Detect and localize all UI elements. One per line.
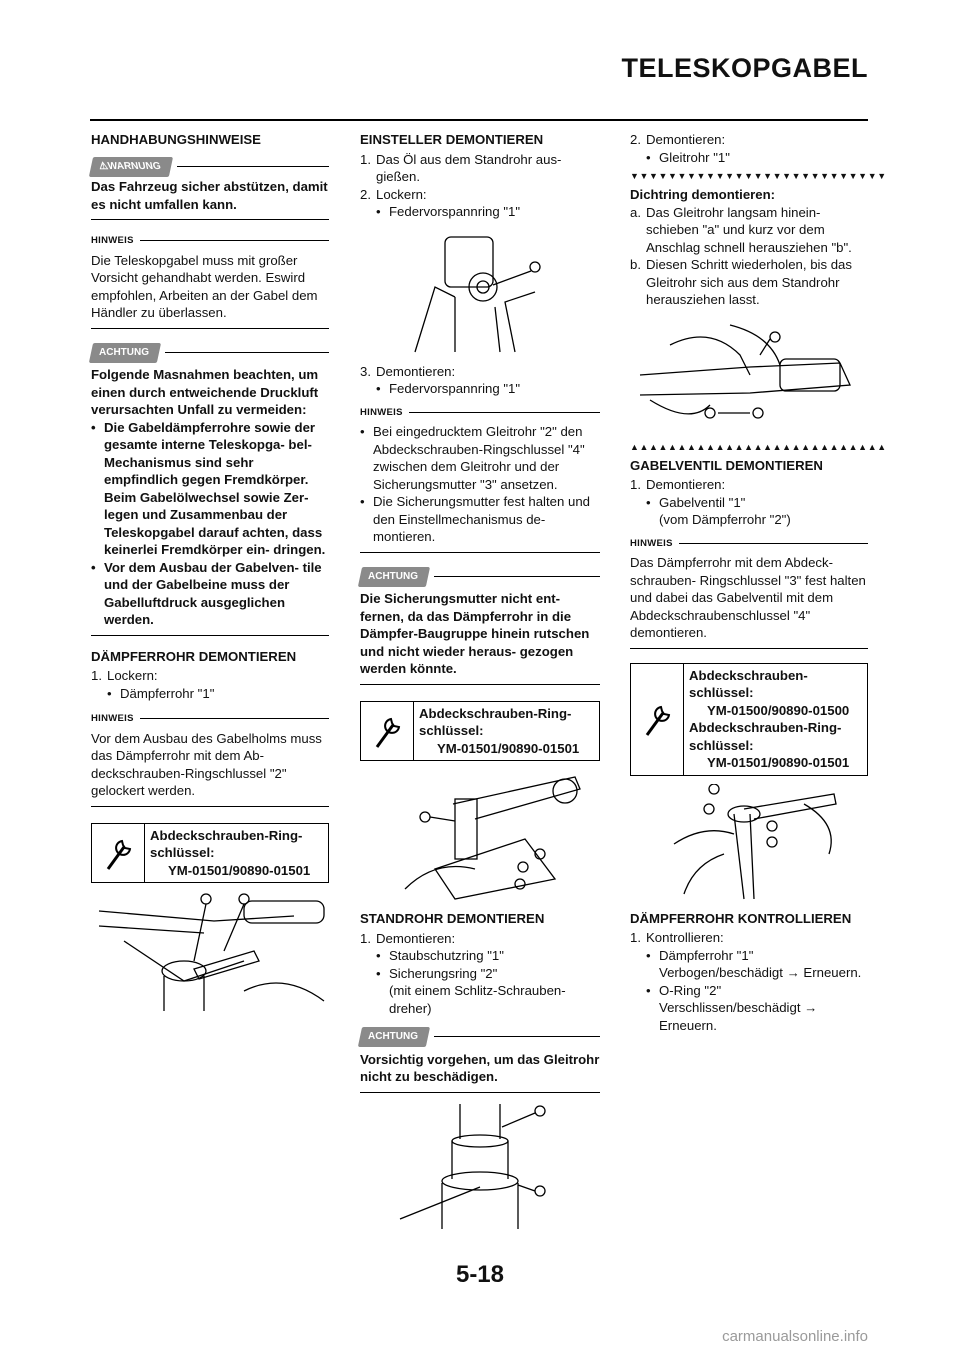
warning-text: Das Fahrzeug sicher abstützen, damit es nicht umfallen kann. — [91, 179, 328, 212]
tool-name: Abdeckschrauben-Ring- schlüssel: — [689, 720, 842, 753]
slide-out-illustration — [630, 315, 868, 435]
list-item: • Gleitrohr "1" — [646, 149, 730, 165]
list-item: • Sicherungsring "2" — [376, 965, 498, 981]
caution-label — [360, 1027, 600, 1047]
caution-text: Vorsichtig vorgehen, um das Gleitrohr nicht zu beschädigen. — [360, 1051, 600, 1084]
procedure-start-marker: ▼▼▼▼▼▼▼▼▼▼▼▼▼▼▼▼▼▼▼▼▼▼▼▼▼▼▼ — [630, 171, 887, 181]
warning-icon: ⚠ — [97, 160, 110, 172]
warning-label — [91, 157, 329, 177]
wrench-icon — [92, 824, 145, 883]
locknut-wrench-illustration — [375, 769, 585, 904]
wrench-icon — [361, 702, 414, 761]
caution-badge: ACHTUNG — [358, 567, 430, 587]
list-item-detail: Verbogen/beschädigt → Erneuern. — [659, 965, 862, 980]
list-item: • Dämpferrohr "1" — [107, 685, 215, 701]
fork-valve-illustration — [654, 784, 844, 904]
fork-wrench-illustration — [94, 891, 326, 1021]
warning-badge: ⚠WARNUNG — [89, 157, 173, 177]
tool-number: YM-01501/90890-01501 — [437, 740, 580, 756]
section-heading: GABELVENTIL DEMONTIEREN — [630, 457, 823, 473]
column-2 — [360, 131, 600, 1240]
list-item: • Dämpferrohr "1" — [646, 947, 754, 963]
section-heading: DÄMPFERROHR KONTROLLIEREN — [630, 910, 852, 926]
wrench-icon — [631, 664, 684, 775]
tool-box — [630, 663, 868, 776]
note-text: Das Dämpferrohr mit dem Abdeck- schrauben- Ringschlussel "3" fest halten und dabei das Gabelventil mit dem Abdeckschraubenschlussel "4" demontieren. — [630, 555, 866, 640]
tool-name: Abdeckschrauben-Ring- schlüssel: — [419, 705, 572, 738]
list-item: • Die Sicherungsmutter fest halten und den Einstellmechanismus de- montieren. — [360, 494, 590, 544]
caution-badge: ACHTUNG — [358, 1027, 430, 1047]
section-heading: STANDROHR DEMONTIEREN — [360, 911, 545, 926]
column-3 — [630, 131, 887, 1034]
tool-number: YM-01501/90890-01501 — [707, 755, 850, 770]
section-heading: EINSTELLER DEMONTIEREN — [360, 132, 544, 147]
tool-name: Abdeckschrauben-Ring- schlüssel: — [150, 827, 303, 860]
step: 1. Das Öl aus dem Standrohr aus- gießen. — [360, 151, 562, 184]
note-text: Vor dem Ausbau des Gabelholms muss das Dämpferrohr mit dem Ab- deckschrauben-Ringschlussel "2" gelockert werden. — [91, 730, 322, 798]
watermark: carmanualsonline.info — [722, 1328, 868, 1345]
column-1 — [91, 131, 329, 1027]
caution-intro: Folgende Masnahmen beachten, um einen durch entweichende Druckluft verursachten Unfall zu vermeiden: — [91, 367, 319, 417]
step: 1. Kontrollieren: — [630, 930, 724, 945]
tool-name: Abdeckschrauben- schlüssel: — [689, 667, 808, 700]
section-heading: DÄMPFERROHR DEMONTIEREN — [91, 648, 297, 664]
list-item-detail: (vom Dämpferrohr "2") — [659, 512, 791, 527]
adjuster-illustration — [395, 227, 565, 357]
list-item-detail: (mit einem Schlitz-Schrauben- dreher) — [389, 983, 566, 1016]
list-item: • Federvorspannring "1" — [376, 204, 521, 219]
note-label: HINWEIS — [91, 710, 329, 728]
subheading: Dichtring demontieren: — [630, 187, 776, 202]
section-heading: HANDHABUNGSHINWEISE — [91, 132, 261, 147]
list-item: • O-Ring "2" — [646, 982, 722, 998]
tool-number: YM-01501/90890-01501 — [168, 862, 311, 878]
list-item: • Gabelventil "1" — [646, 494, 746, 510]
step: 1. Demontieren: — [360, 930, 456, 946]
header-rule — [90, 119, 868, 121]
tool-number: YM-01500/90890-01500 — [707, 702, 850, 718]
list-item-detail: Verschlissen/beschädigt → Erneuern. — [659, 1000, 818, 1033]
step: 1. Demontieren: — [630, 477, 726, 492]
step: 2. Lockern: — [360, 186, 427, 202]
list-item: • Bei eingedrucktem Gleitrohr "2" den Abdeckschrauben-Ringschlussel "4" zwischen dem Gleitrohr und der Sicherungsmutter "3" ansetzen. — [360, 424, 585, 492]
note-label: HINWEIS — [630, 535, 868, 553]
procedure-end-marker: ▲▲▲▲▲▲▲▲▲▲▲▲▲▲▲▲▲▲▲▲▲▲▲▲▲▲▲ — [630, 441, 887, 452]
tool-box — [360, 701, 600, 762]
list-item: • Vor dem Ausbau der Gabelven- tile und der Gabelbeine muss der Gabelluftdruck ausgeglichen werden. — [91, 559, 322, 627]
note-label: HINWEIS — [360, 404, 600, 422]
caution-badge: ACHTUNG — [89, 343, 161, 363]
note-text: Die Teleskopgabel muss mit großer Vorsicht gehandhabt werden. Eswird empfohlen, Arbeiten an der Gabel dem Händler zu überlassen. — [91, 252, 318, 320]
caution-label — [91, 343, 329, 363]
caution-text: Die Sicherungsmutter nicht ent- fernen, da das Dämpferrohr in die Dämpfer-Baugruppe hinein rutschen und nicht wieder heraus- gezogen werden könnte. — [360, 591, 590, 676]
step: 3. Demontieren: — [360, 363, 456, 379]
tool-box — [91, 823, 329, 884]
page-number: 5-18 — [455, 1261, 505, 1288]
step: 2. Demontieren: — [630, 132, 726, 147]
list-item: • Staubschutzring "1" — [376, 948, 504, 963]
list-item: • Federvorspannring "1" — [376, 381, 521, 396]
step: 1. Lockern: — [91, 668, 158, 683]
caution-label — [360, 567, 600, 587]
step: a. Das Gleitrohr langsam hinein- schieben "a" und kurz vor dem Anschlag schnell herausziehen "b". — [630, 204, 852, 255]
page-title: TELESKOPGABEL — [621, 53, 868, 83]
list-item: • Die Gabeldämpferrohre sowie der gesamte interne Teleskopga- bel- Mechanismus sind sehr empfindlich gegen Fremdkörper. Beim Gabelölwechsel sowie Zer- legen und Zusammenbau der Teleskopgabel darauf achten, dass keinerlei Fremdkörper ein- dringen. — [91, 419, 326, 557]
oil-seal-illustration — [390, 1099, 570, 1234]
step: b. Diesen Schritt wiederholen, bis das Gleitrohr sich aus dem Standrohr herausziehen lasst. — [630, 257, 852, 307]
note-label: HINWEIS — [91, 232, 329, 250]
